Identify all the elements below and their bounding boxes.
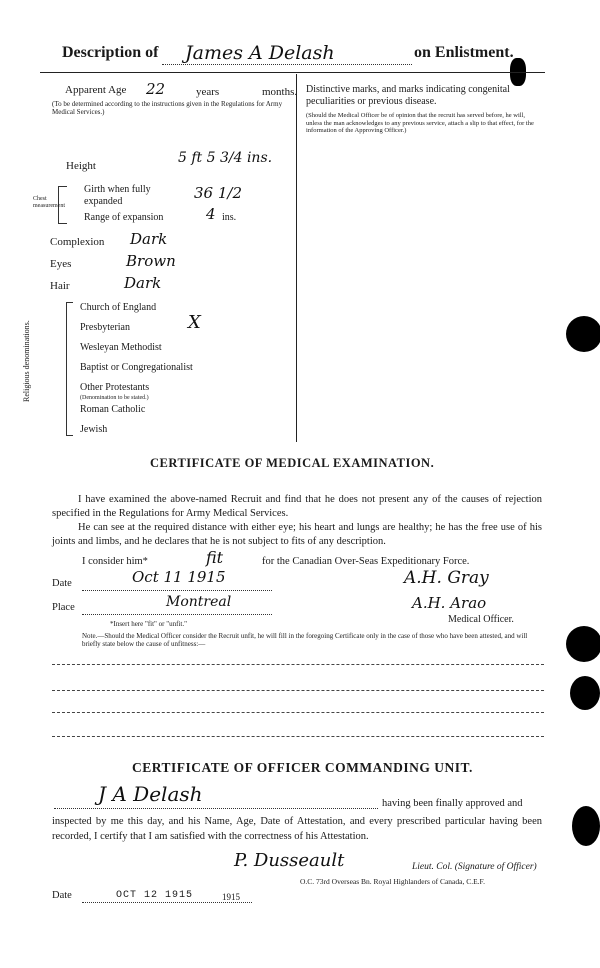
hair-label: Hair [50, 280, 70, 292]
medical-para2: He can see at the required distance with either eye; his heart and lungs are healthy; he has the free use of his joints and limbs, and he declares that he is not subject to fits of any description. [52, 522, 542, 547]
officer-title: CERTIFICATE OF OFFICER COMMANDING UNIT. [132, 760, 473, 775]
med-place-label: Place [52, 602, 75, 613]
punch-hole [566, 626, 600, 662]
punch-hole [572, 806, 600, 846]
note-line [52, 712, 544, 713]
officer-sig-suffix: Lieut. Col. (Signature of Officer) [412, 862, 537, 872]
medical-officer-label: Medical Officer. [448, 614, 514, 625]
religion-side-label: Religious denominations. [22, 320, 31, 402]
range-value: 4 [206, 205, 216, 223]
religion-item-church-of-england: Church of England [80, 302, 157, 313]
eyes-label: Eyes [50, 258, 72, 270]
recruit-name: James A Delash [185, 42, 335, 64]
officer-name-line [54, 808, 378, 809]
officer-recruit-name: J A Delash [98, 782, 203, 806]
medical-title: CERTIFICATE OF MEDICAL EXAMINATION. [150, 456, 435, 470]
religion-item-baptist: Baptist or Congregationalist [80, 362, 193, 373]
girth-label: Girth when fully expanded [84, 184, 151, 207]
name-line [162, 64, 412, 65]
med-date-line [82, 590, 272, 591]
marks-heading: Distinctive marks, and marks indicating congenital peculiarities or previous disease. [306, 84, 510, 107]
religion-mark: X [188, 312, 201, 333]
religion-bracket [66, 302, 73, 436]
officer-para: inspected by me this day, and his Name, Age, Date of Attestation, and every prescribed particular having been recorded, I certify that I am satisfied with the correctness of his Attestation. [52, 816, 542, 842]
girth-value: 36 1/2 [194, 184, 242, 202]
range-label: Range of expansion [84, 212, 164, 223]
marks-note: (Should the Medical Officer be of opinion that the recruit has served before, he will, unless the man acknowledges to any previous service, attach a slip to that effect, for the information of the Approving Officer.) [306, 112, 534, 134]
religion-item-wesleyan: Wesleyan Methodist [80, 342, 162, 353]
apparent-age-label: Apparent Age [65, 84, 127, 96]
consider-value: fit [206, 548, 224, 567]
consider-suffix: for the Canadian Over-Seas Expeditionary Force. [262, 556, 470, 567]
med-date-label: Date [52, 578, 72, 589]
religion-item-jewish: Jewish [80, 424, 108, 435]
officer-date-stamp: OCT 12 1915 [116, 890, 194, 901]
consider-prefix: I consider him* [82, 556, 148, 567]
medical-footnote: *Insert here "fit" or "unfit." [110, 620, 187, 628]
medical-note: Note.—Should the Medical Officer consider the Recruit unfit, he will fill in the foregoing Certificate only in the case of those who have been attested, and will briefly state below the cause of unfitness:— [82, 632, 528, 648]
officer-date-line [82, 902, 252, 903]
years-label: years [196, 86, 220, 98]
column-divider [296, 74, 297, 442]
religion-item-other-protestants: Other Protestants [80, 382, 150, 393]
header-rule [40, 72, 545, 73]
note-line [52, 664, 544, 665]
height-value: 5 ft 5 3/4 ins. [178, 150, 273, 166]
header-prefix: Description of [62, 44, 159, 61]
apparent-age-value: 22 [146, 80, 166, 98]
medical-signature-1: A.H. Gray [404, 568, 489, 588]
religion-item-presbyterian: Presbyterian [80, 322, 130, 333]
punch-hole [566, 316, 600, 352]
eyes-value: Brown [126, 252, 176, 270]
officer-line1-suffix: having been finally approved and [382, 798, 523, 809]
religion-item-roman-catholic: Roman Catholic [80, 404, 146, 415]
months-label: months. [262, 86, 298, 98]
medical-signature-2: A.H. Arao [412, 594, 487, 612]
ins-label: ins. [222, 212, 237, 223]
height-label: Height [66, 160, 96, 172]
complexion-label: Complexion [50, 236, 105, 248]
officer-date-suffix: 1915 [222, 892, 240, 902]
officer-unit: O.C. 73rd Overseas Bn. Royal Highlanders of Canada, C.E.F. [300, 877, 485, 886]
note-line [52, 690, 544, 691]
med-place-value: Montreal [166, 594, 232, 610]
punch-hole [570, 676, 600, 710]
med-date-value: Oct 11 1915 [132, 568, 226, 586]
med-place-line [82, 614, 272, 615]
other-prot-note: (Denomination to be stated.) [80, 395, 149, 401]
chest-label: Chest measurement [33, 196, 65, 209]
officer-date-label: Date [52, 890, 72, 901]
officer-signature: P. Dusseault [234, 850, 345, 871]
note-line [52, 736, 544, 737]
age-note: (To be determined according to the instructions given in the Regulations for Army Medical Services.) [52, 100, 283, 116]
complexion-value: Dark [130, 230, 168, 248]
medical-para1: I have examined the above-named Recruit and find that he does not present any of the causes of rejection specified in the Regulations for Army Medical Services. [52, 494, 542, 519]
header-suffix: on Enlistment. [414, 44, 514, 61]
hair-value: Dark [124, 274, 162, 292]
